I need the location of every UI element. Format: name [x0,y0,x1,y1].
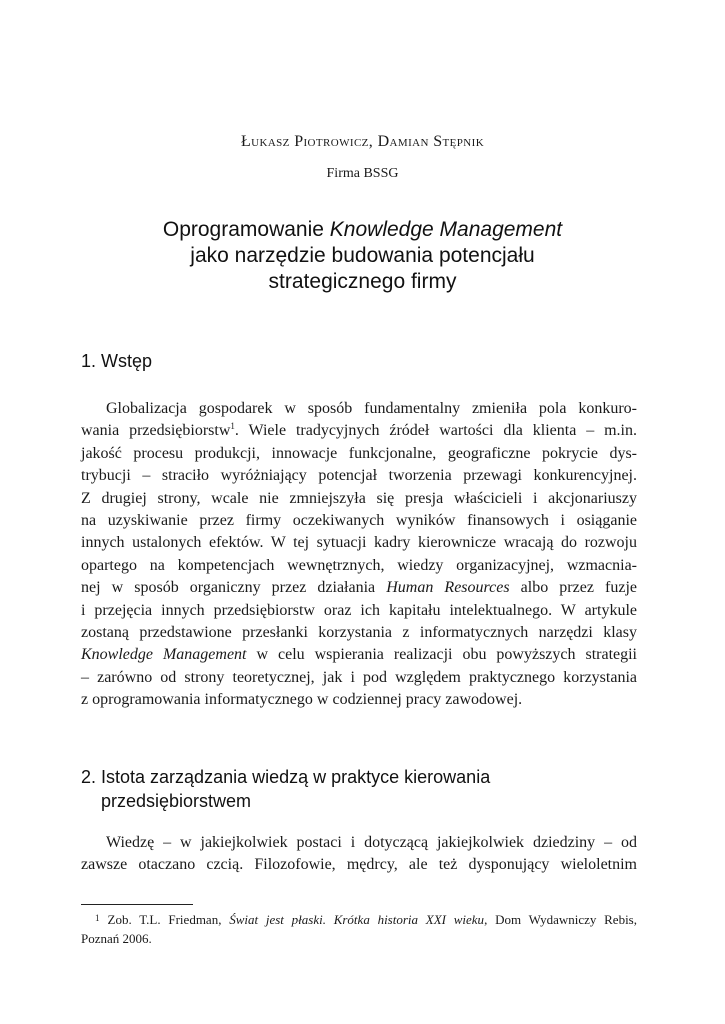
section-1-paragraph [81,398,637,711]
text-line: z oprogramowania informatycznego w codziennej pracy zawodowej. [81,691,523,709]
text-line: i przejęcia innych przedsiębiorstw oraz ich kapitału intelektualnego. W artykule [81,601,637,619]
text-line: Globalizacja gospodarek w sposób fundamentalny zmieniła pola konkuro- [106,400,637,417]
footnote-divider [81,904,193,905]
title-line-2: jako narzędzie budowania potencjału [190,244,535,267]
text-line: Z drugiej strony, wcale nie zmniejszyła się presja właścicieli i akcjonariuszy [81,489,637,507]
section-2-paragraph [81,832,637,877]
title-italic-term: Knowledge Management [329,218,563,241]
text-line: Knowledge Management w celu wspierania realizacji obu powyższych strategii [81,646,638,664]
section-2-heading: 2. Istota zarządzania wiedzą w praktyce kierowania przedsiębiorstwem [81,767,491,811]
text-line: zawsze otaczano czcią. Filozofowie, mędrcy, ale też dysponujący wieloletnim [81,856,637,874]
text-line: na uzyskiwanie przez firmy oczekiwanych wyników finansowych i osiąganie [81,511,637,529]
footnote [81,909,637,948]
text-line: – zarówno od strony teoretycznej, jak i pod względem praktycznego korzystania [81,668,637,686]
text-line: nej w sposób organiczny przez działania Human Resources albo przez fuzje [81,579,638,597]
text-line: jakość procesu produkcji, innowacje funkcjonalne, geograficzne pokrycie dys- [81,444,637,462]
text-line: innych ustalonych efektów. W tej sytuacji kadry kierownicze wracają do rozwoju [81,534,637,552]
title-line-1: Oprogramowanie Knowledge Management [162,218,563,241]
authors: Łukasz Piotrowicz, Damian Stępnik [240,133,485,150]
title-line-3: strategicznego firmy [268,270,457,293]
text-line: wania przedsiębiorstw$^1$. Wiele tradycyjnych źródeł wartości dla klienta – m.in. [81,421,637,440]
footnote-line: Poznań 2006. [81,931,152,946]
text-line: trybucji – straciło wyróżniający potencjał tworzenia przewagi konkurencyjnej. [81,467,637,485]
footnote-ref: 1 [230,421,235,432]
text-line: opartego na kompetencjach wewnętrznych, wiedzy organizacyjnej, wzmacnia- [81,556,637,574]
paper-title [0,217,725,295]
section-1-heading: 1. Wstęp [81,351,153,371]
affiliation: Firma BSSG [326,166,399,181]
footnote-mark: 1 [95,913,100,923]
footnote-line: $^1$ Zob. T.L. Friedman, Świat jest płaski. Krótka historia XXI wieku, Dom Wydawniczy Rebis, [95,912,637,927]
text-line: Wiedzę – w jakiejkolwiek postaci i dotyczącą jakiejkolwiek dziedziny – od [106,834,637,851]
text-line: zostaną przedstawione przesłanki korzystania z informatycznych narzędzi klasy [81,623,637,641]
